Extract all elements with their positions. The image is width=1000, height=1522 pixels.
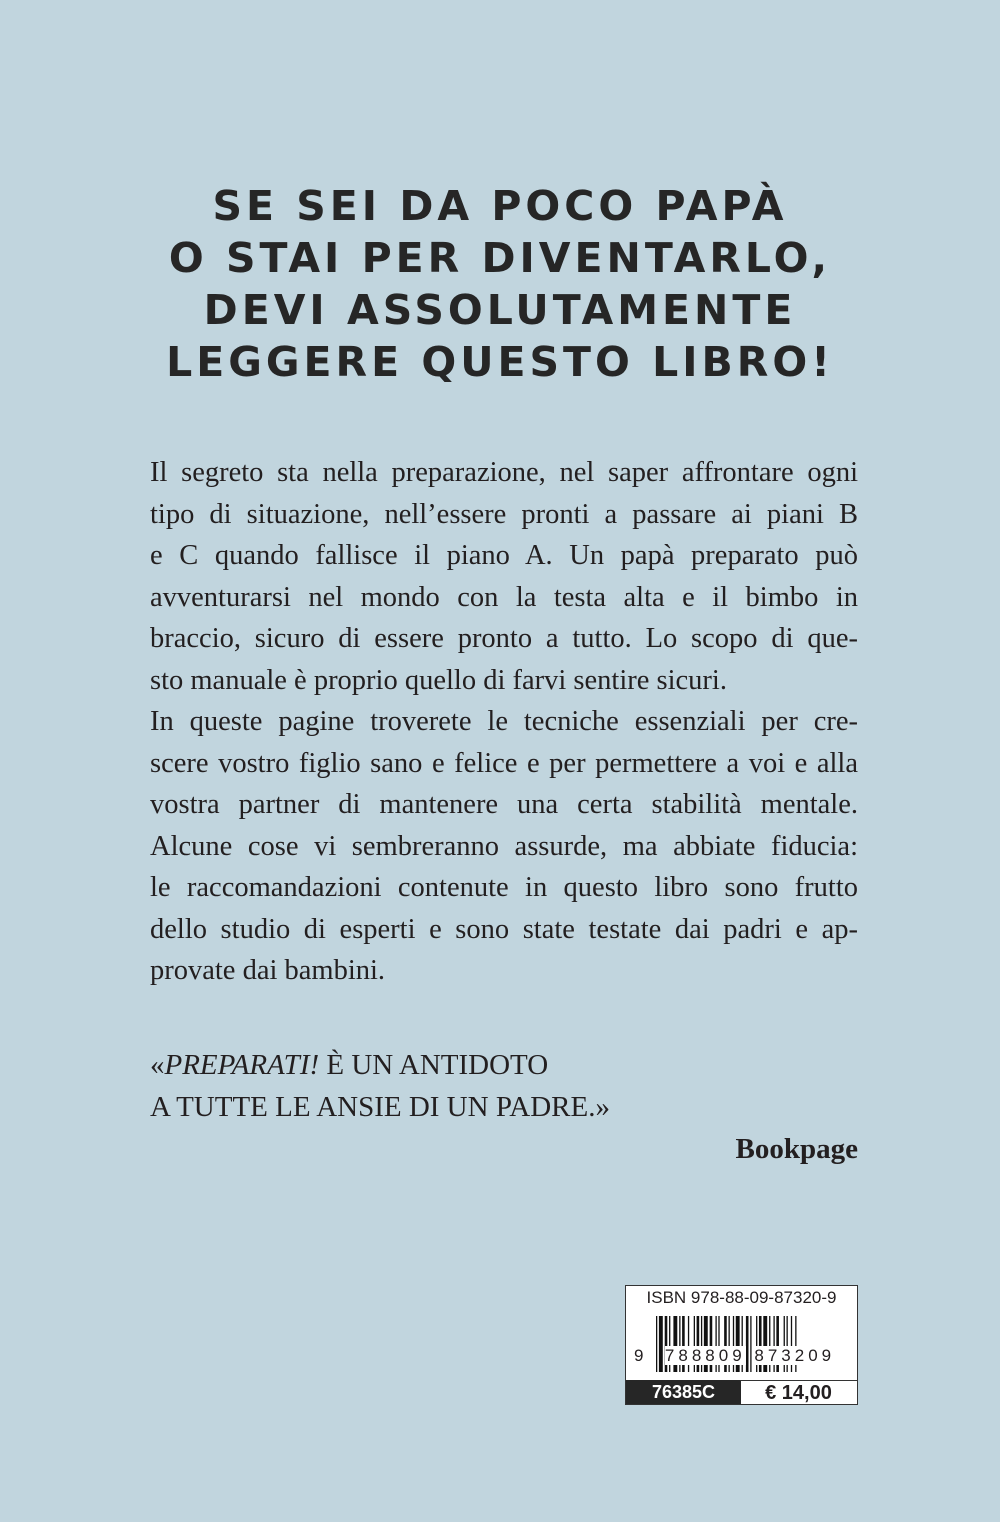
headline-line: DEVI ASSOLUTAMENTE: [203, 286, 797, 334]
digit-first: 9: [634, 1346, 648, 1365]
headline-line: LEGGERE QUESTO LIBRO!: [166, 338, 834, 386]
product-code: 76385C: [626, 1380, 741, 1404]
isbn: ISBN 978-88-09-87320-9: [646, 1288, 837, 1307]
blurb-line: dello studio di esperti e sono state testate dai padri e ap-: [150, 913, 858, 945]
blurb-line: scere vostro figlio sano e felice e per permettere a voi e alla: [150, 747, 858, 779]
digits-left: 788809: [664, 1346, 746, 1365]
barcode-digits: [634, 1346, 849, 1366]
blurb: [150, 452, 858, 992]
headline: [0, 180, 1000, 388]
quote-line: A TUTTE LE ANSIE DI UN PADRE.»: [150, 1091, 610, 1123]
digits-right: 873209: [754, 1346, 836, 1365]
blurb-line: In queste pagine troverete le tecniche essenziali per cre-: [150, 706, 858, 737]
blurb-line: e C quando fallisce il piano A. Un papà preparato può: [150, 540, 858, 571]
blurb-line: Il segreto sta nella preparazione, nel saper affrontare ogni: [150, 457, 858, 488]
quote-text: È UN ANTIDOTO: [319, 1049, 549, 1081]
blurb-line: vostra partner di mantenere una certa stabilità mentale.: [150, 789, 858, 820]
headline-line: O STAI PER DIVENTARLO,: [168, 234, 832, 282]
quote-title: PREPARATI!: [164, 1049, 320, 1081]
quote-source: Bookpage: [735, 1133, 858, 1165]
blurb-line: Alcune cose vi sembreranno assurde, ma abbiate fiducia:: [150, 830, 858, 862]
blurb-line: tipo di situazione, nell’essere pronti a passare ai piani B: [150, 498, 858, 530]
review-quote: [150, 1044, 858, 1170]
blurb-line: sto manuale è proprio quello di farvi sentire sicuri.: [150, 664, 727, 696]
blurb-line: provate dai bambini.: [150, 955, 386, 986]
barcode-box: [625, 1285, 858, 1405]
price: € 14,00: [740, 1380, 857, 1404]
blurb-line: braccio, sicuro di essere pronto a tutto. Lo scopo di que-: [150, 623, 858, 654]
quote-line: [150, 1044, 858, 1086]
headline-line: SE SEI DA POCO PAPÀ: [212, 182, 788, 230]
blurb-line: avventurarsi nel mondo con la testa alta e il bimbo in: [150, 581, 858, 613]
blurb-line: le raccomandazioni contenute in questo libro sono frutto: [150, 872, 858, 903]
quote-mark: «: [150, 1049, 165, 1081]
